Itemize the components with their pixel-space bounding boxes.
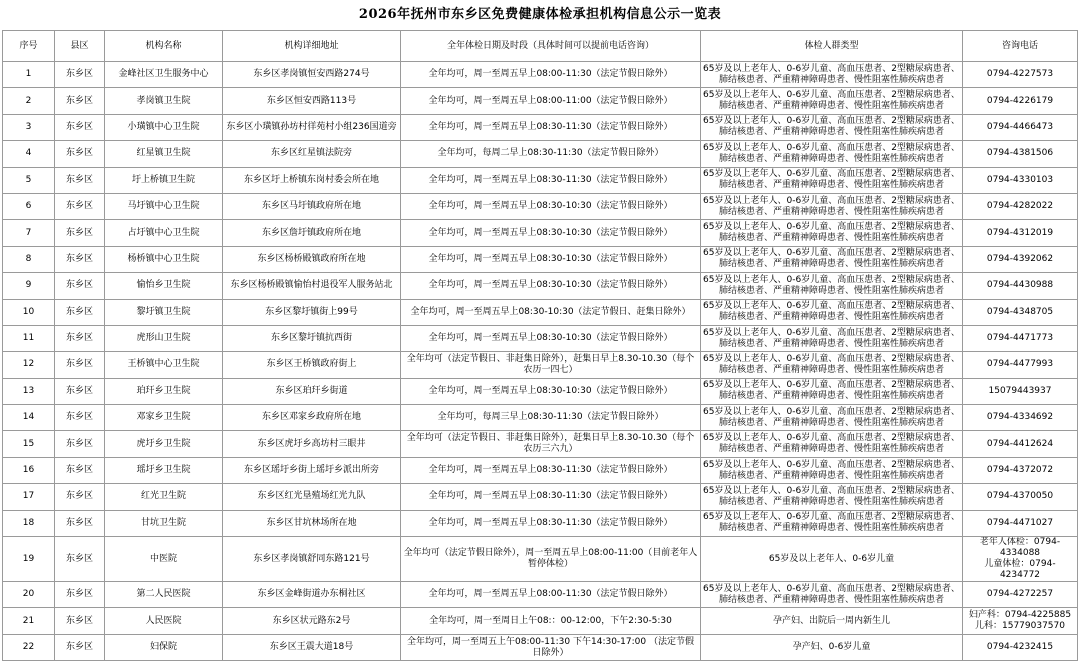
cell-phone [963,510,1078,536]
header-county: 县区 [55,31,105,62]
phone-line: 0794-4312019 [986,227,1054,238]
cell-schedule: 全年均可，每周三早上08:30-11:30（法定节假日除外） [401,405,701,431]
cell-phone [963,62,1078,88]
cell-name: 珀玕乡卫生院 [105,378,223,404]
cell-name: 妇保院 [105,634,223,660]
cell-no: 18 [3,510,55,536]
cell-crowd: 65岁及以上老年人、0-6岁儿童、高血压患者、2型糖尿病患者、肺结核患者、严重精神障碍患者、慢性阻塞性肺疾病患者 [701,431,963,457]
table-row [3,457,1078,483]
cell-name: 邓家乡卫生院 [105,405,223,431]
cell-county: 东乡区 [55,246,105,272]
phone-line: 0794-4227573 [986,69,1054,80]
cell-crowd: 65岁及以上老年人、0-6岁儿童、高血压患者、2型糖尿病患者、肺结核患者、严重精神障碍患者、慢性阻塞性肺疾病患者 [701,246,963,272]
cell-schedule: 全年均可，周一至周五上午08:00-11:30 下午14:30-17:00 （法定节假日除外） [401,634,701,660]
cell-phone [963,352,1078,378]
cell-address: 东乡区状元路东2号 [223,608,401,634]
cell-address: 东乡区黎圩镇街上99号 [223,299,401,325]
phone-line: 0794-4372072 [986,465,1054,476]
cell-schedule: 全年均可，周一至周五早上08:30-10:30（法定节假日除外） [401,220,701,246]
table-row [3,246,1078,272]
phone-line: 0794-4232415 [986,642,1054,652]
cell-crowd: 65岁及以上老年人、0-6岁儿童、高血压患者、2型糖尿病患者、肺结核患者、严重精神障碍患者、慢性阻塞性肺疾病患者 [701,167,963,193]
cell-address: 东乡区金峰街道办东桐社区 [223,582,401,608]
cell-schedule: 全年均可，周一至周五早上08:30-10:30（法定节假日除外） [401,378,701,404]
cell-crowd: 孕产妇、出院后一周内新生儿 [701,608,963,634]
cell-address: 东乡区王桥镇政府街上 [223,352,401,378]
cell-phone [963,634,1078,660]
cell-phone [963,378,1078,404]
cell-no: 5 [3,167,55,193]
page-title: 2026年抚州市东乡区免费健康体检承担机构信息公示一览表 [358,7,722,22]
cell-address: 东乡区虎圩乡高坊村三眼井 [223,431,401,457]
cell-address: 东乡区黎圩镇抗西街 [223,325,401,351]
cell-no: 13 [3,378,55,404]
cell-schedule: 全年均可，周一至周五早上08:30-10:30（法定节假日除外） [401,193,701,219]
phone-line: 0794-4392062 [986,253,1054,264]
header-no: 序号 [3,31,55,62]
table-row [3,352,1078,378]
header-crowd: 体检人群类型 [701,31,963,62]
cell-name: 愉怡乡卫生院 [105,273,223,299]
table-row [3,510,1078,536]
header-phone: 咨询电话 [963,31,1078,62]
cell-crowd: 65岁及以上老年人、0-6岁儿童、高血压患者、2型糖尿病患者、肺结核患者、严重精神障碍患者、慢性阻塞性肺疾病患者 [701,352,963,378]
phone-line: 妇产科：0794-4225885 [968,610,1072,621]
institution-table [2,30,1078,661]
cell-schedule: 全年均可，周一至周五早上08:00-11:30（法定节假日除外） [401,62,701,88]
cell-crowd: 65岁及以上老年人、0-6岁儿童、高血压患者、2型糖尿病患者、肺结核患者、严重精神障碍患者、慢性阻塞性肺疾病患者 [701,510,963,536]
phone-line: 0794-4348705 [986,306,1054,317]
phone-line: 0794-4282022 [986,201,1054,212]
phone-line: 0794-4334692 [986,412,1054,423]
header-address: 机构详细地址 [223,31,401,62]
cell-schedule: 全年均可（法定节假日、非赶集日除外），赶集日早上8.30-10.30（每个农历一四七） [401,352,701,378]
cell-address: 东乡区红星镇法院旁 [223,141,401,167]
cell-phone [963,220,1078,246]
cell-name: 王桥镇中心卫生院 [105,352,223,378]
cell-address: 东乡区马圩镇政府所在地 [223,193,401,219]
table-row [3,88,1078,114]
cell-no: 14 [3,405,55,431]
cell-no: 2 [3,88,55,114]
cell-phone [963,431,1078,457]
table-body [3,62,1078,661]
cell-no: 12 [3,352,55,378]
cell-address: 东乡区杨桥殿镇愉怡村退役军人服务站北 [223,273,401,299]
cell-schedule: 全年均可，周一至周五早上08:30-11:30（法定节假日除外） [401,484,701,510]
phone-line: 0794-4471027 [986,517,1054,528]
cell-no: 21 [3,608,55,634]
table-row [3,141,1078,167]
cell-county: 东乡区 [55,273,105,299]
phone-line: 0794-4466473 [986,121,1054,132]
cell-crowd: 65岁及以上老年人、0-6岁儿童、高血压患者、2型糖尿病患者、肺结核患者、严重精神障碍患者、慢性阻塞性肺疾病患者 [701,273,963,299]
table-row [3,582,1078,608]
cell-no: 1 [3,62,55,88]
cell-county: 东乡区 [55,167,105,193]
cell-county: 东乡区 [55,220,105,246]
table-row [3,634,1078,660]
cell-no: 22 [3,634,55,660]
cell-schedule: 全年均可，周一至周五早上08:30-11:30（法定节假日除外） [401,167,701,193]
table-row [3,431,1078,457]
cell-county: 东乡区 [55,299,105,325]
cell-schedule: 全年均可，周一至周五早上08:30-10:30（法定节假日除外） [401,246,701,272]
cell-address: 东乡区珀玕乡街道 [223,378,401,404]
cell-name: 虎圩乡卫生院 [105,431,223,457]
cell-schedule: 全年均可（法定节假日、非赶集日除外），赶集日早上8.30-10.30（每个农历三六九） [401,431,701,457]
cell-schedule: 全年均可，周一至周五早上08:30-11:30（法定节假日除外） [401,114,701,140]
cell-address: 东乡区孝岗镇恒安西路274号 [223,62,401,88]
header-row [3,31,1078,62]
cell-name: 孝岗镇卫生院 [105,88,223,114]
cell-county: 东乡区 [55,114,105,140]
cell-no: 17 [3,484,55,510]
cell-name: 圩上桥镇卫生院 [105,167,223,193]
phone-line: 0794-4226179 [986,95,1054,106]
cell-county: 东乡区 [55,62,105,88]
cell-no: 9 [3,273,55,299]
cell-name: 中医院 [105,537,223,582]
table-row [3,220,1078,246]
cell-name: 红光卫生院 [105,484,223,510]
phone-line: 15079443937 [988,385,1052,396]
cell-no: 10 [3,299,55,325]
phone-line: 0794-4330103 [986,174,1054,185]
phone-line: 0794-4272257 [986,589,1054,600]
header-schedule: 全年体检日期及时段（具体时间可以提前电话咨询） [401,31,701,62]
phone-line: 0794-4477993 [986,359,1054,370]
cell-name: 人民医院 [105,608,223,634]
cell-no: 16 [3,457,55,483]
cell-phone [963,141,1078,167]
phone-line: 儿科：15779037570 [975,621,1065,632]
cell-address: 东乡区杨桥殿镇政府所在地 [223,246,401,272]
cell-name: 虎形山卫生院 [105,325,223,351]
table-row [3,378,1078,404]
cell-phone [963,88,1078,114]
cell-phone [963,608,1078,634]
cell-county: 东乡区 [55,88,105,114]
cell-phone [963,405,1078,431]
cell-crowd: 孕产妇、0-6岁儿童 [701,634,963,660]
cell-crowd: 65岁及以上老年人、0-6岁儿童、高血压患者、2型糖尿病患者、肺结核患者、严重精神障碍患者、慢性阻塞性肺疾病患者 [701,141,963,167]
table-row [3,167,1078,193]
cell-name: 第二人民医院 [105,582,223,608]
table-row [3,62,1078,88]
cell-crowd: 65岁及以上老年人、0-6岁儿童、高血压患者、2型糖尿病患者、肺结核患者、严重精神障碍患者、慢性阻塞性肺疾病患者 [701,299,963,325]
cell-crowd: 65岁及以上老年人、0-6岁儿童 [701,537,963,582]
cell-name: 红星镇卫生院 [105,141,223,167]
cell-county: 东乡区 [55,431,105,457]
cell-address: 东乡区邓家乡政府所在地 [223,405,401,431]
cell-no: 7 [3,220,55,246]
cell-county: 东乡区 [55,352,105,378]
cell-address: 东乡区恒安西路113号 [223,88,401,114]
cell-name: 金峰社区卫生服务中心 [105,62,223,88]
cell-phone [963,325,1078,351]
phone-line: 0794-4370050 [986,491,1054,502]
cell-crowd: 65岁及以上老年人、0-6岁儿童、高血压患者、2型糖尿病患者、肺结核患者、严重精神障碍患者、慢性阻塞性肺疾病患者 [701,325,963,351]
cell-county: 东乡区 [55,634,105,660]
cell-address: 东乡区小璜镇孙坊村徉苑村小组236国道旁 [223,114,401,140]
cell-no: 8 [3,246,55,272]
cell-phone [963,273,1078,299]
cell-county: 东乡区 [55,405,105,431]
cell-name: 马圩镇中心卫生院 [105,193,223,219]
cell-crowd: 65岁及以上老年人、0-6岁儿童、高血压患者、2型糖尿病患者、肺结核患者、严重精神障碍患者、慢性阻塞性肺疾病患者 [701,193,963,219]
cell-no: 20 [3,582,55,608]
cell-crowd: 65岁及以上老年人、0-6岁儿童、高血压患者、2型糖尿病患者、肺结核患者、严重精神障碍患者、慢性阻塞性肺疾病患者 [701,484,963,510]
cell-address: 东乡区王震大道18号 [223,634,401,660]
cell-county: 东乡区 [55,193,105,219]
cell-crowd: 65岁及以上老年人、0-6岁儿童、高血压患者、2型糖尿病患者、肺结核患者、严重精神障碍患者、慢性阻塞性肺疾病患者 [701,378,963,404]
cell-schedule: 全年均可，周一至周五早上08:30-11:30（法定节假日除外） [401,457,701,483]
table-row [3,325,1078,351]
cell-name: 瑶圩乡卫生院 [105,457,223,483]
cell-county: 东乡区 [55,141,105,167]
cell-schedule: 全年均可，周一至周五早上08:30-10:30（法定节假日除外） [401,273,701,299]
cell-county: 东乡区 [55,457,105,483]
cell-phone [963,457,1078,483]
cell-address: 东乡区瑶圩乡街上瑶圩乡派出所旁 [223,457,401,483]
cell-name: 小璜镇中心卫生院 [105,114,223,140]
cell-address: 东乡区孝岗镇舒同东路121号 [223,537,401,582]
cell-address: 东乡区詹圩镇政府所在地 [223,220,401,246]
cell-phone [963,299,1078,325]
cell-schedule: 全年均可，周一至周五早上08:00-11:00（法定节假日除外） [401,88,701,114]
cell-county: 东乡区 [55,608,105,634]
phone-line: 老年人体检：0794-4334088 [979,537,1061,559]
header-name: 机构名称 [105,31,223,62]
cell-name: 黎圩镇卫生院 [105,299,223,325]
cell-address: 东乡区圩上桥镇东岗村委会所在地 [223,167,401,193]
cell-schedule: 全年均可，周一至周五早上08:30-10:30（法定节假日、赶集日除外） [401,299,701,325]
table-row [3,537,1078,582]
cell-phone [963,484,1078,510]
cell-name: 杨桥镇中心卫生院 [105,246,223,272]
cell-schedule: 全年均可，周一至周五早上08:30-10:30（法定节假日除外） [401,325,701,351]
table-row [3,299,1078,325]
cell-schedule: 全年均可，每周二早上08:30-11:30（法定节假日除外） [401,141,701,167]
cell-phone [963,582,1078,608]
cell-county: 东乡区 [55,537,105,582]
cell-schedule: 全年均可，周一至周五早上08:00-11:30（法定节假日除外） [401,582,701,608]
cell-crowd: 65岁及以上老年人、0-6岁儿童、高血压患者、2型糖尿病患者、肺结核患者、严重精神障碍患者、慢性阻塞性肺疾病患者 [701,114,963,140]
cell-crowd: 65岁及以上老年人、0-6岁儿童、高血压患者、2型糖尿病患者、肺结核患者、严重精神障碍患者、慢性阻塞性肺疾病患者 [701,62,963,88]
cell-schedule: 全年均可，周一至周五早上08:30-11:30（法定节假日除外） [401,510,701,536]
phone-line: 0794-4381506 [986,148,1054,159]
cell-schedule: 全年均可（法定节假日除外），周一至周五早上08:00-11:00（目前老年人暂停体检） [401,537,701,582]
cell-no: 6 [3,193,55,219]
table-row [3,608,1078,634]
cell-phone [963,193,1078,219]
cell-phone [963,537,1078,582]
cell-county: 东乡区 [55,510,105,536]
cell-no: 19 [3,537,55,582]
phone-line: 儿童体检：0794-4234772 [984,559,1056,581]
cell-address: 东乡区甘坑林场所在地 [223,510,401,536]
cell-crowd: 65岁及以上老年人、0-6岁儿童、高血压患者、2型糖尿病患者、肺结核患者、严重精神障碍患者、慢性阻塞性肺疾病患者 [701,457,963,483]
cell-county: 东乡区 [55,325,105,351]
cell-phone [963,246,1078,272]
cell-crowd: 65岁及以上老年人、0-6岁儿童、高血压患者、2型糖尿病患者、肺结核患者、严重精神障碍患者、慢性阻塞性肺疾病患者 [701,582,963,608]
cell-address: 东乡区红光垦殖场红光九队 [223,484,401,510]
table-row [3,405,1078,431]
cell-name: 占圩镇中心卫生院 [105,220,223,246]
cell-county: 东乡区 [55,582,105,608]
table-row [3,193,1078,219]
cell-phone [963,114,1078,140]
cell-no: 3 [3,114,55,140]
cell-crowd: 65岁及以上老年人、0-6岁儿童、高血压患者、2型糖尿病患者、肺结核患者、严重精神障碍患者、慢性阻塞性肺疾病患者 [701,405,963,431]
cell-no: 11 [3,325,55,351]
phone-line: 0794-4430988 [986,280,1054,291]
cell-county: 东乡区 [55,484,105,510]
cell-no: 15 [3,431,55,457]
cell-crowd: 65岁及以上老年人、0-6岁儿童、高血压患者、2型糖尿病患者、肺结核患者、严重精神障碍患者、慢性阻塞性肺疾病患者 [701,88,963,114]
cell-no: 4 [3,141,55,167]
table-row [3,114,1078,140]
cell-schedule: 全年均可，周一至周日上午08:：00-12:00，下午2:30-5:30 [401,608,701,634]
table-row [3,484,1078,510]
cell-crowd: 65岁及以上老年人、0-6岁儿童、高血压患者、2型糖尿病患者、肺结核患者、严重精神障碍患者、慢性阻塞性肺疾病患者 [701,220,963,246]
table-row [3,273,1078,299]
cell-county: 东乡区 [55,378,105,404]
phone-line: 0794-4412624 [986,438,1054,449]
cell-name: 甘坑卫生院 [105,510,223,536]
cell-phone [963,167,1078,193]
phone-line: 0794-4471773 [986,333,1054,344]
